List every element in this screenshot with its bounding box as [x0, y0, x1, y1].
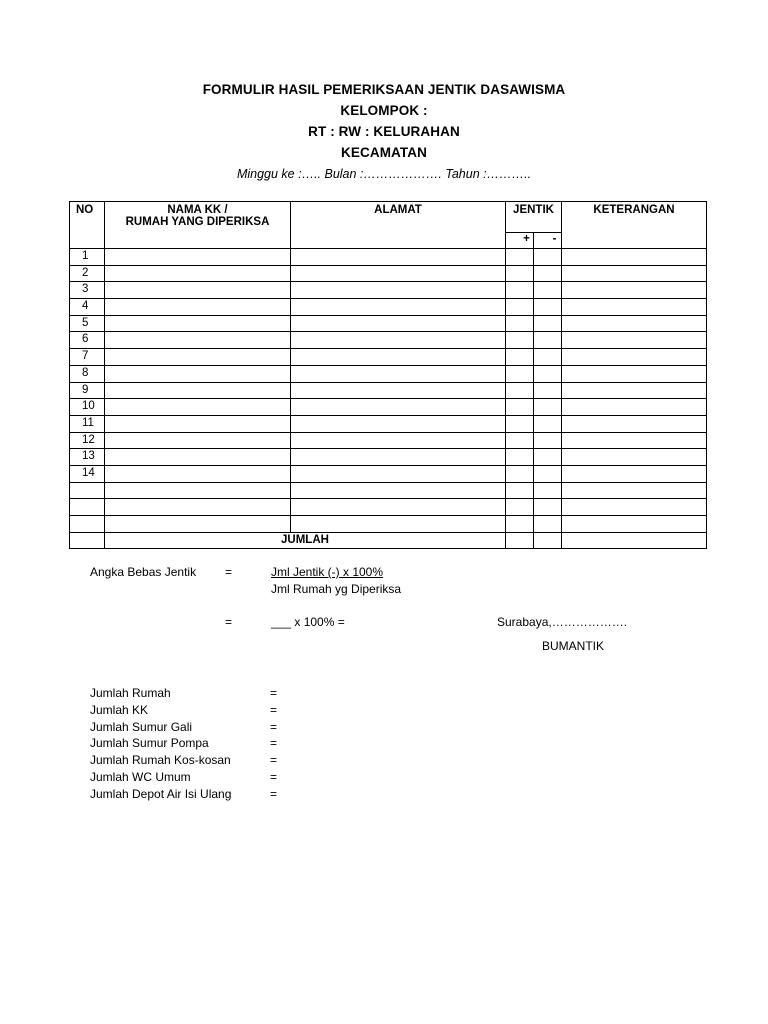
row-nama-cell [105, 482, 291, 499]
row-keterangan-cell [562, 482, 707, 499]
row-no-cell: 10 [70, 399, 105, 416]
period-line: Minggu ke :….. Bulan :………………. Tahun :……….. [236, 167, 532, 181]
jumlah-minus-cell [534, 532, 562, 549]
row-nama-cell [105, 365, 291, 382]
row-plus-cell [506, 499, 534, 516]
row-nama-cell [105, 299, 291, 316]
row-keterangan-cell [562, 499, 707, 516]
row-plus-cell [506, 449, 534, 466]
row-nama-cell [105, 249, 291, 266]
row-minus-cell [534, 299, 562, 316]
row-minus-cell [534, 332, 562, 349]
row-no-cell: 1 [70, 249, 105, 266]
row-minus-cell [534, 516, 562, 533]
row-alamat-cell [291, 265, 506, 282]
row-alamat-cell [291, 365, 506, 382]
row-nama-cell [105, 399, 291, 416]
inspection-table [69, 201, 707, 549]
row-minus-cell [534, 432, 562, 449]
table-row [70, 349, 707, 366]
row-plus-cell [506, 332, 534, 349]
summary-equals: = [270, 736, 278, 751]
row-keterangan-cell [562, 315, 707, 332]
row-no-cell: 8 [70, 365, 105, 382]
col-nama [105, 202, 291, 249]
row-nama-cell [105, 382, 291, 399]
row-keterangan-cell [562, 349, 707, 366]
row-keterangan-cell [562, 432, 707, 449]
abj-equals-2: = [225, 615, 233, 629]
table-row [70, 332, 707, 349]
col-alamat: ALAMAT [291, 202, 506, 249]
row-no-cell: 14 [70, 465, 105, 482]
jumlah-no-cell [70, 532, 105, 549]
abj-numerator: Jml Jentik (-) x 100% [271, 565, 384, 579]
row-alamat-cell [291, 432, 506, 449]
jumlah-row [70, 532, 707, 549]
row-keterangan-cell [562, 249, 707, 266]
row-nama-cell [105, 315, 291, 332]
row-no-cell: 12 [70, 432, 105, 449]
summary-label: Jumlah Depot Air Isi Ulang [90, 786, 232, 801]
row-no-cell: 9 [70, 382, 105, 399]
kelompok-line: KELOMPOK : [340, 103, 428, 118]
form-title: FORMULIR HASIL PEMERIKSAAN JENTIK DASAWISMA [202, 82, 566, 97]
abj-label: Angka Bebas Jentik [90, 565, 197, 579]
row-alamat-cell [291, 349, 506, 366]
row-keterangan-cell [562, 332, 707, 349]
row-no-cell: 7 [70, 349, 105, 366]
row-plus-cell [506, 282, 534, 299]
row-alamat-cell [291, 449, 506, 466]
row-nama-cell [105, 349, 291, 366]
table-row [70, 399, 707, 416]
summary-label: Jumlah Sumur Gali [90, 719, 193, 734]
row-alamat-cell [291, 465, 506, 482]
table-row [70, 482, 707, 499]
row-keterangan-cell [562, 465, 707, 482]
rt-rw-line: RT : RW : KELURAHAN [308, 124, 460, 139]
row-plus-cell [506, 432, 534, 449]
row-keterangan-cell [562, 415, 707, 432]
form-header [0, 79, 768, 185]
row-minus-cell [534, 349, 562, 366]
row-alamat-cell [291, 315, 506, 332]
row-nama-cell [105, 465, 291, 482]
row-keterangan-cell [562, 382, 707, 399]
row-keterangan-cell [562, 516, 707, 533]
summary-label: Jumlah WC Umum [90, 769, 191, 784]
row-nama-cell [105, 449, 291, 466]
row-plus-cell [506, 365, 534, 382]
row-nama-cell [105, 415, 291, 432]
summary-equals: = [270, 719, 278, 734]
summary-equals: = [270, 702, 278, 717]
table-row [70, 365, 707, 382]
jumlah-keterangan-cell [562, 532, 707, 549]
summary-label: Jumlah Rumah [90, 686, 171, 700]
table-row [70, 299, 707, 316]
row-no-cell [70, 499, 105, 516]
table-row [70, 382, 707, 399]
row-minus-cell [534, 382, 562, 399]
summary-equals: = [270, 686, 278, 700]
row-alamat-cell [291, 415, 506, 432]
col-jentik-plus: + [506, 233, 534, 249]
table-row [70, 499, 707, 516]
col-nama-line2: RUMAH YANG DIPERIKSA [125, 216, 270, 228]
row-plus-cell [506, 249, 534, 266]
row-nama-cell [105, 432, 291, 449]
row-nama-cell [105, 282, 291, 299]
table-row [70, 282, 707, 299]
row-alamat-cell [291, 499, 506, 516]
summary-equals: = [270, 769, 278, 784]
summary-label: Jumlah Rumah Kos-kosan [90, 753, 231, 768]
table-body [70, 249, 707, 533]
abj-denominator: Jml Rumah yg Diperiksa [271, 582, 402, 596]
row-plus-cell [506, 516, 534, 533]
row-no-cell: 13 [70, 449, 105, 466]
col-jentik-minus: - [534, 233, 562, 249]
table-header-row [70, 202, 707, 233]
row-alamat-cell [291, 482, 506, 499]
row-keterangan-cell [562, 282, 707, 299]
row-plus-cell [506, 465, 534, 482]
row-minus-cell [534, 499, 562, 516]
table-row [70, 415, 707, 432]
row-keterangan-cell [562, 399, 707, 416]
row-alamat-cell [291, 249, 506, 266]
col-keterangan: KETERANGAN [562, 202, 707, 249]
summary-label: Jumlah KK [90, 702, 149, 717]
abj-equals-1: = [225, 565, 233, 579]
row-alamat-cell [291, 299, 506, 316]
row-minus-cell [534, 449, 562, 466]
row-no-cell: 2 [70, 265, 105, 282]
row-nama-cell [105, 516, 291, 533]
jumlah-label: JUMLAH [105, 532, 506, 549]
row-plus-cell [506, 415, 534, 432]
row-no-cell: 6 [70, 332, 105, 349]
row-plus-cell [506, 315, 534, 332]
abj-result: ___ x 100% = [271, 615, 345, 629]
col-nama-line1: NAMA KK / [167, 204, 228, 216]
row-nama-cell [105, 265, 291, 282]
row-minus-cell [534, 249, 562, 266]
table-row [70, 249, 707, 266]
row-plus-cell [506, 265, 534, 282]
row-minus-cell [534, 465, 562, 482]
row-plus-cell [506, 399, 534, 416]
row-no-cell: 3 [70, 282, 105, 299]
row-plus-cell [506, 482, 534, 499]
table-row [70, 432, 707, 449]
row-no-cell: 5 [70, 315, 105, 332]
row-minus-cell [534, 282, 562, 299]
row-plus-cell [506, 349, 534, 366]
row-minus-cell [534, 265, 562, 282]
row-no-cell: 11 [70, 415, 105, 432]
row-minus-cell [534, 399, 562, 416]
row-no-cell: 4 [70, 299, 105, 316]
row-nama-cell [105, 332, 291, 349]
kecamatan-line: KECAMATAN [341, 145, 427, 160]
table-row [70, 315, 707, 332]
row-no-cell [70, 516, 105, 533]
city-date: Surabaya,………………. [497, 615, 628, 629]
summary-equals: = [270, 786, 278, 801]
table-row [70, 516, 707, 533]
row-keterangan-cell [562, 265, 707, 282]
row-alamat-cell [291, 399, 506, 416]
signer-title: BUMANTIK [542, 639, 605, 653]
row-minus-cell [534, 365, 562, 382]
row-plus-cell [506, 382, 534, 399]
row-keterangan-cell [562, 365, 707, 382]
row-minus-cell [534, 415, 562, 432]
row-nama-cell [105, 499, 291, 516]
jumlah-plus-cell [506, 532, 534, 549]
row-alamat-cell [291, 382, 506, 399]
summary-label: Jumlah Sumur Pompa [90, 736, 209, 751]
col-no: NO [70, 202, 105, 249]
row-plus-cell [506, 299, 534, 316]
row-alamat-cell [291, 516, 506, 533]
summary-equals: = [270, 753, 278, 768]
table-row [70, 465, 707, 482]
row-alamat-cell [291, 282, 506, 299]
col-jentik: JENTIK [506, 202, 562, 233]
row-minus-cell [534, 315, 562, 332]
row-alamat-cell [291, 332, 506, 349]
table-row [70, 265, 707, 282]
row-keterangan-cell [562, 299, 707, 316]
table-row [70, 449, 707, 466]
row-no-cell [70, 482, 105, 499]
row-minus-cell [534, 482, 562, 499]
row-keterangan-cell [562, 449, 707, 466]
